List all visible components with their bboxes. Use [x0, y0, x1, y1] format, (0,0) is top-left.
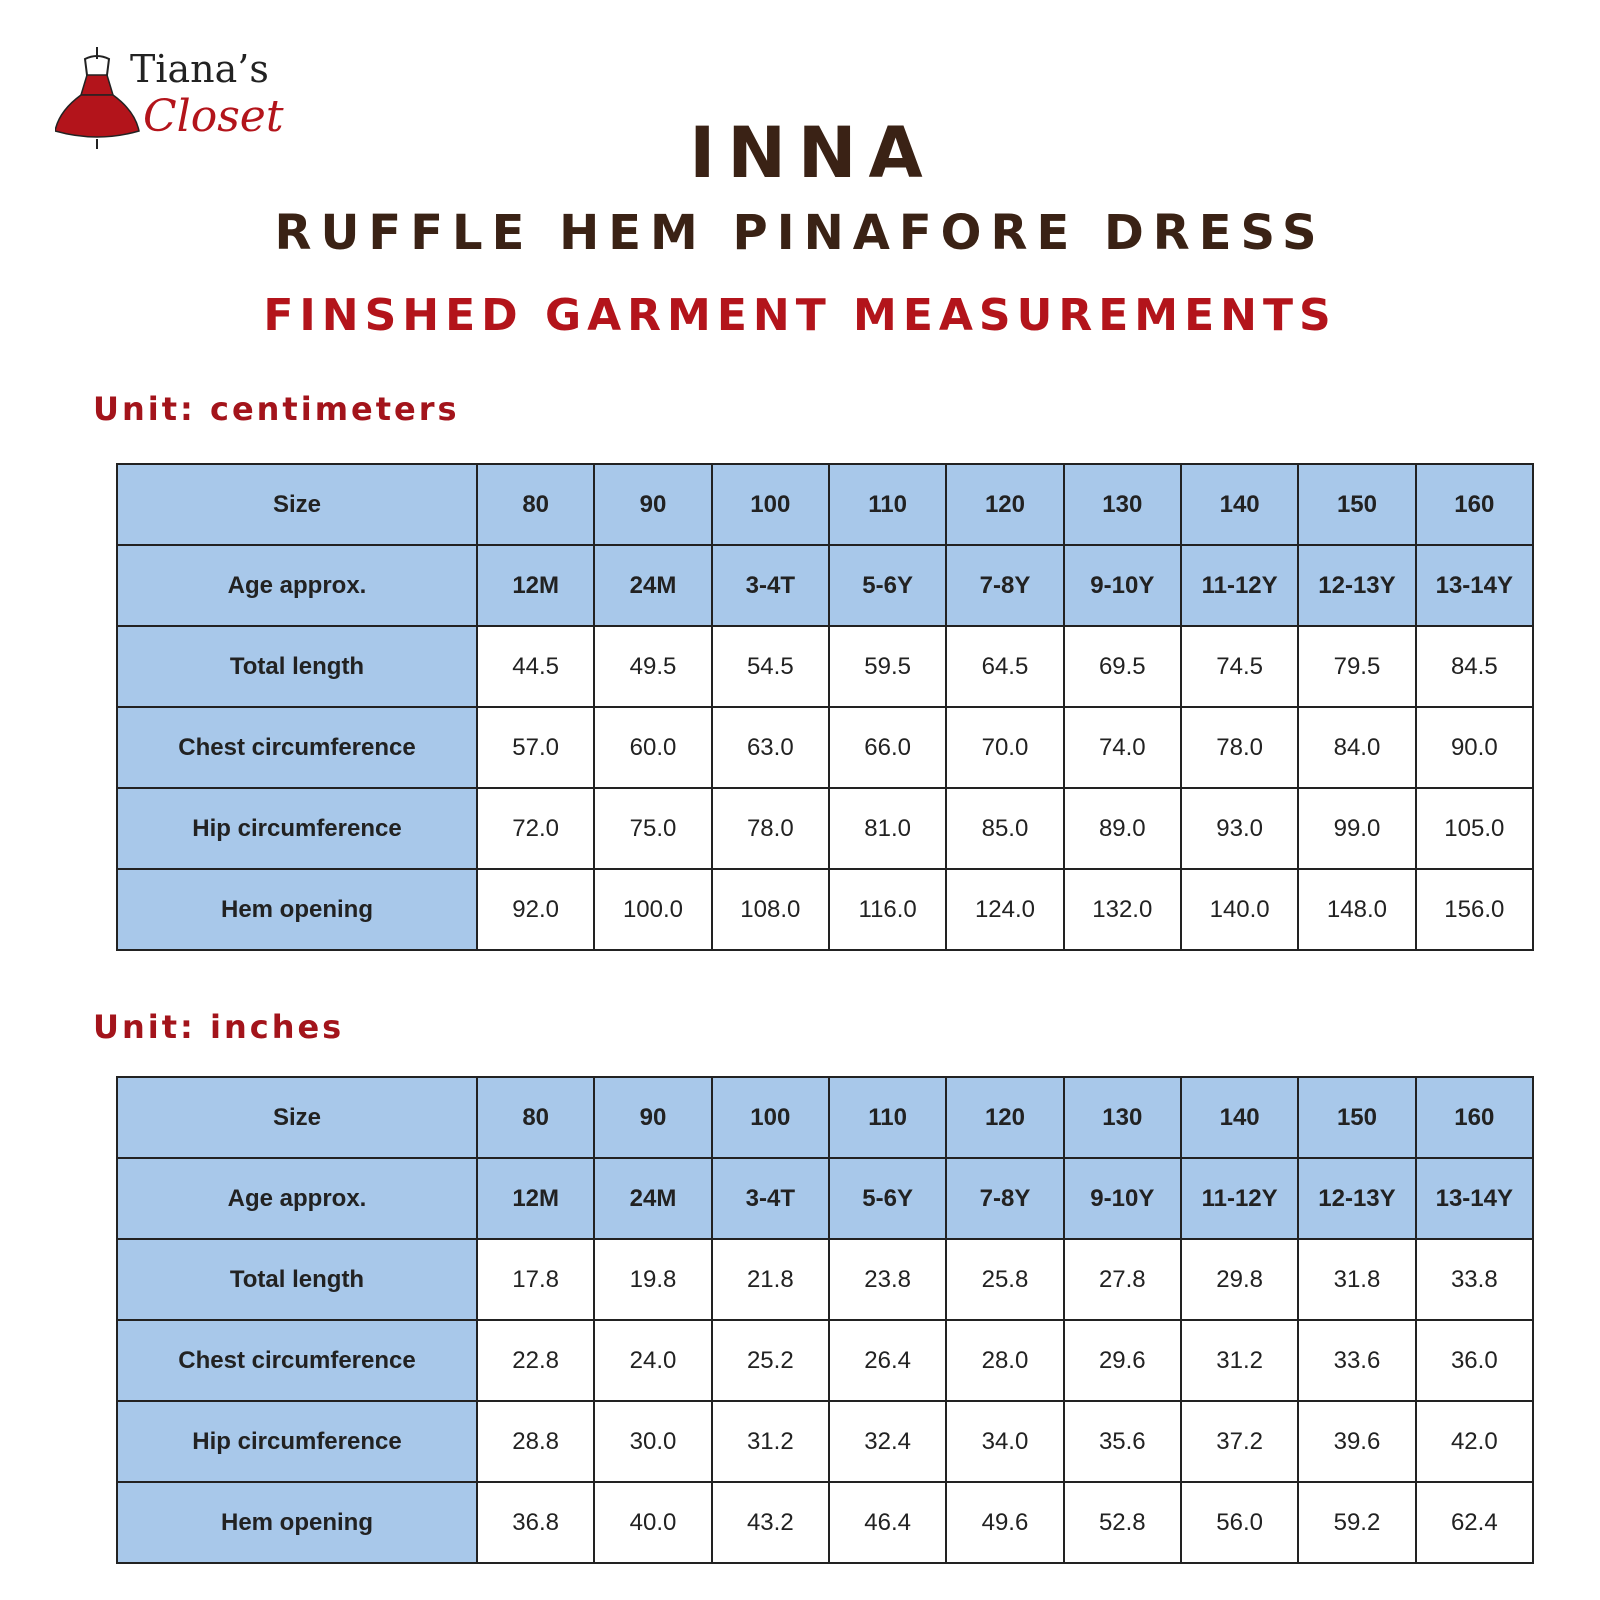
table-cell: 37.2 [1181, 1401, 1298, 1482]
table-cell: 116.0 [829, 869, 946, 950]
table-cell: 49.6 [946, 1482, 1063, 1563]
table-cell: 132.0 [1064, 869, 1181, 950]
table-cell: 150 [1298, 1077, 1415, 1158]
table-row [117, 1239, 1533, 1320]
table-cell: 49.5 [594, 626, 711, 707]
measurement-table-inches [116, 1076, 1534, 1564]
table-row [117, 1401, 1533, 1482]
row-label: Hem opening [117, 869, 477, 950]
table-cell: 105.0 [1416, 788, 1533, 869]
table-cell: 7-8Y [946, 545, 1063, 626]
table-cell: 7-8Y [946, 1158, 1063, 1239]
table-cell: 36.0 [1416, 1320, 1533, 1401]
table-cell: 3-4T [712, 545, 829, 626]
table-cell: 9-10Y [1064, 545, 1181, 626]
table-cell: 160 [1416, 464, 1533, 545]
table-cell: 31.2 [712, 1401, 829, 1482]
table-cell: 12-13Y [1298, 545, 1415, 626]
table-cell: 75.0 [594, 788, 711, 869]
row-label: Total length [117, 626, 477, 707]
row-label: Chest circumference [117, 707, 477, 788]
table-cell: 30.0 [594, 1401, 711, 1482]
table-cell: 31.8 [1298, 1239, 1415, 1320]
table-cell: 148.0 [1298, 869, 1415, 950]
table-cell: 25.2 [712, 1320, 829, 1401]
table-row [117, 626, 1533, 707]
table-cell: 59.2 [1298, 1482, 1415, 1563]
row-label: Hem opening [117, 1482, 477, 1563]
table-cell: 26.4 [829, 1320, 946, 1401]
table-row [117, 869, 1533, 950]
table-cell: 29.6 [1064, 1320, 1181, 1401]
table-cell: 72.0 [477, 788, 594, 869]
table-cell: 64.5 [946, 626, 1063, 707]
table-cell: 160 [1416, 1077, 1533, 1158]
table-cell: 78.0 [1181, 707, 1298, 788]
table-cell: 89.0 [1064, 788, 1181, 869]
table-cell: 31.2 [1181, 1320, 1298, 1401]
table-cell: 11-12Y [1181, 545, 1298, 626]
table-cell: 60.0 [594, 707, 711, 788]
table-cell: 54.5 [712, 626, 829, 707]
table-cell: 25.8 [946, 1239, 1063, 1320]
logo-line2: Closet [143, 91, 284, 142]
row-label: Chest circumference [117, 1320, 477, 1401]
table-cell: 80 [477, 464, 594, 545]
table-cell: 36.8 [477, 1482, 594, 1563]
table-cell: 59.5 [829, 626, 946, 707]
table-cell: 52.8 [1064, 1482, 1181, 1563]
table-cell: 12-13Y [1298, 1158, 1415, 1239]
table-cell: 24.0 [594, 1320, 711, 1401]
table-cell: 56.0 [1181, 1482, 1298, 1563]
table-cell: 13-14Y [1416, 545, 1533, 626]
table-cell: 9-10Y [1064, 1158, 1181, 1239]
table-cell: 42.0 [1416, 1401, 1533, 1482]
table-cell: 156.0 [1416, 869, 1533, 950]
table-cell: 23.8 [829, 1239, 946, 1320]
table-cell: 140.0 [1181, 869, 1298, 950]
table-cell: 108.0 [712, 869, 829, 950]
unit-label-centimeters: Unit: centimeters [93, 390, 460, 428]
table-cell: 24M [594, 545, 711, 626]
table-cell: 69.5 [1064, 626, 1181, 707]
table-cell: 81.0 [829, 788, 946, 869]
product-subtitle: RUFFLE HEM PINAFORE DRESS [274, 205, 1326, 261]
table-cell: 5-6Y [829, 545, 946, 626]
table-cell: 43.2 [712, 1482, 829, 1563]
row-label: Age approx. [117, 1158, 477, 1239]
table-cell: 84.0 [1298, 707, 1415, 788]
row-label: Total length [117, 1239, 477, 1320]
table-cell: 130 [1064, 1077, 1181, 1158]
table-cell: 28.8 [477, 1401, 594, 1482]
table-cell: 93.0 [1181, 788, 1298, 869]
table-cell: 150 [1298, 464, 1415, 545]
table-cell: 100 [712, 464, 829, 545]
table-cell: 100.0 [594, 869, 711, 950]
table-cell: 85.0 [946, 788, 1063, 869]
table-cell: 13-14Y [1416, 1158, 1533, 1239]
table-cell: 110 [829, 464, 946, 545]
table-cell: 28.0 [946, 1320, 1063, 1401]
table-row [117, 1320, 1533, 1401]
table-cell: 140 [1181, 464, 1298, 545]
table-cell: 19.8 [594, 1239, 711, 1320]
row-label: Size [117, 464, 477, 545]
table-cell: 34.0 [946, 1401, 1063, 1482]
table-cell: 100 [712, 1077, 829, 1158]
table-row [117, 707, 1533, 788]
table-cell: 63.0 [712, 707, 829, 788]
table-cell: 80 [477, 1077, 594, 1158]
table-cell: 78.0 [712, 788, 829, 869]
table-row [117, 545, 1533, 626]
table-cell: 21.8 [712, 1239, 829, 1320]
table-cell: 62.4 [1416, 1482, 1533, 1563]
table-cell: 120 [946, 1077, 1063, 1158]
product-name: INNA [689, 112, 935, 194]
table-cell: 120 [946, 464, 1063, 545]
table-cell: 90.0 [1416, 707, 1533, 788]
table-cell: 32.4 [829, 1401, 946, 1482]
unit-label-inches: Unit: inches [93, 1008, 345, 1046]
table-cell: 33.8 [1416, 1239, 1533, 1320]
table-cell: 39.6 [1298, 1401, 1415, 1482]
table-cell: 44.5 [477, 626, 594, 707]
row-label: Age approx. [117, 545, 477, 626]
table-cell: 33.6 [1298, 1320, 1415, 1401]
table-cell: 3-4T [712, 1158, 829, 1239]
table-cell: 40.0 [594, 1482, 711, 1563]
row-label: Size [117, 1077, 477, 1158]
table-cell: 27.8 [1064, 1239, 1181, 1320]
table-cell: 124.0 [946, 869, 1063, 950]
table-cell: 79.5 [1298, 626, 1415, 707]
table-cell: 29.8 [1181, 1239, 1298, 1320]
table-cell: 110 [829, 1077, 946, 1158]
table-cell: 66.0 [829, 707, 946, 788]
table-row [117, 464, 1533, 545]
table-cell: 99.0 [1298, 788, 1415, 869]
table-cell: 12M [477, 1158, 594, 1239]
table-cell: 24M [594, 1158, 711, 1239]
table-cell: 70.0 [946, 707, 1063, 788]
table-row [117, 1158, 1533, 1239]
table-cell: 12M [477, 545, 594, 626]
table-cell: 46.4 [829, 1482, 946, 1563]
table-row [117, 1482, 1533, 1563]
row-label: Hip circumference [117, 788, 477, 869]
row-label: Hip circumference [117, 1401, 477, 1482]
table-cell: 11-12Y [1181, 1158, 1298, 1239]
section-heading: FINSHED GARMENT MEASUREMENTS [263, 290, 1337, 341]
table-cell: 74.0 [1064, 707, 1181, 788]
table-row [117, 1077, 1533, 1158]
table-cell: 17.8 [477, 1239, 594, 1320]
table-cell: 5-6Y [829, 1158, 946, 1239]
table-cell: 74.5 [1181, 626, 1298, 707]
table-cell: 92.0 [477, 869, 594, 950]
table-cell: 130 [1064, 464, 1181, 545]
table-cell: 57.0 [477, 707, 594, 788]
table-cell: 35.6 [1064, 1401, 1181, 1482]
measurement-table-centimeters [116, 463, 1534, 951]
table-cell: 22.8 [477, 1320, 594, 1401]
table-cell: 140 [1181, 1077, 1298, 1158]
logo-line1: Tiana’s [130, 47, 269, 91]
table-cell: 84.5 [1416, 626, 1533, 707]
table-cell: 90 [594, 464, 711, 545]
table-cell: 90 [594, 1077, 711, 1158]
table-row [117, 788, 1533, 869]
